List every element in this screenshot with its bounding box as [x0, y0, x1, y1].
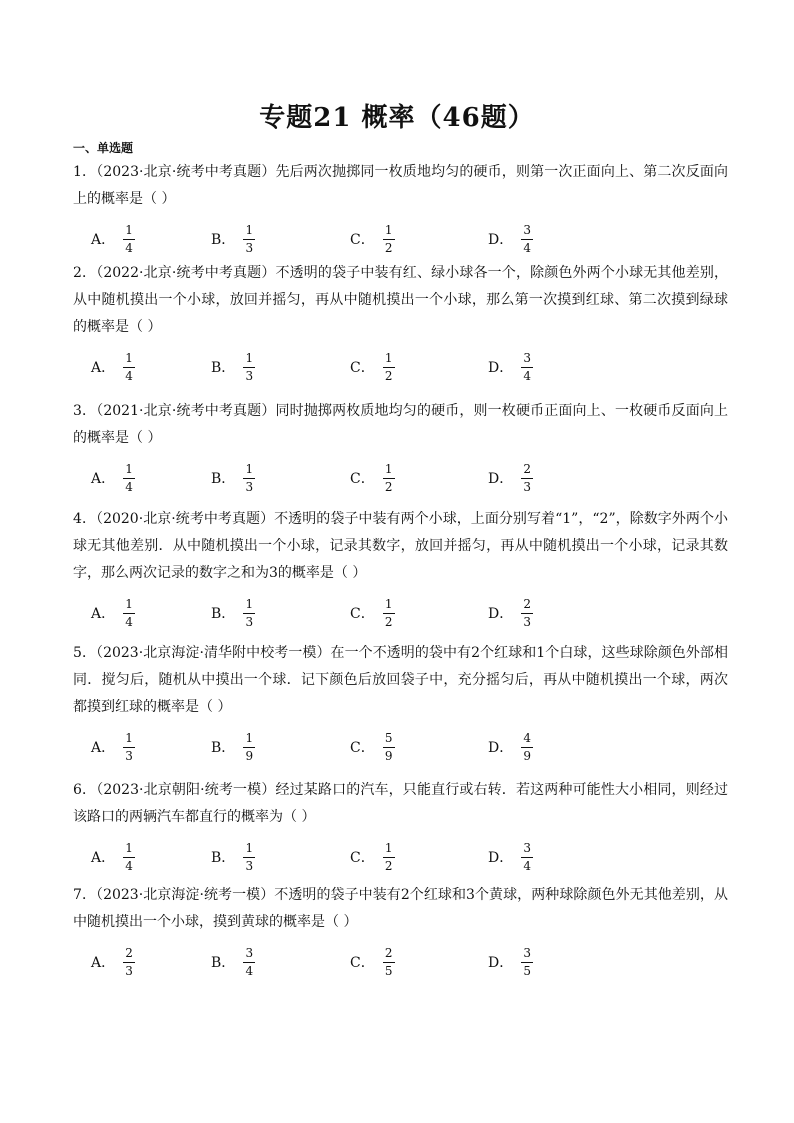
fraction-denominator: 3: [245, 240, 254, 255]
option-a[interactable]: [91, 591, 135, 635]
question-number: 4．: [73, 511, 97, 527]
fraction-bar: [123, 239, 135, 240]
fraction-denominator: 4: [125, 858, 133, 873]
fraction: [243, 731, 255, 764]
option-label: B．: [211, 740, 236, 756]
fraction-denominator: 4: [523, 240, 532, 255]
fraction-numerator: 3: [523, 350, 532, 365]
option-label: B．: [211, 606, 236, 622]
option-label: D．: [488, 232, 514, 248]
fraction: [123, 223, 135, 256]
fraction-denominator: 3: [125, 748, 133, 763]
option-c[interactable]: [350, 217, 395, 261]
fraction-numerator: 1: [125, 222, 133, 237]
option-label: B．: [211, 232, 236, 248]
question-text: 同时抛掷两枚质地均匀的硬币，则一枚硬币正面向上、一枚硬币反面向上的概率是（ ）: [73, 403, 728, 446]
fraction-bar: [243, 962, 255, 963]
fraction-numerator: 4: [523, 730, 532, 745]
fraction-bar: [123, 747, 135, 748]
fraction-denominator: 4: [245, 963, 254, 978]
fraction: [383, 841, 395, 874]
fraction-denominator: 2: [384, 479, 393, 494]
option-row: [73, 725, 728, 769]
fraction-bar: [521, 962, 533, 963]
option-b[interactable]: [211, 345, 255, 389]
fraction-bar: [383, 962, 395, 963]
option-b[interactable]: [211, 591, 255, 635]
fraction-bar: [123, 613, 135, 614]
fraction-denominator: 3: [245, 368, 254, 383]
option-label: C．: [350, 232, 375, 248]
fraction-bar: [383, 478, 395, 479]
fraction-bar: [243, 613, 255, 614]
fraction-numerator: 1: [245, 730, 254, 745]
option-c[interactable]: [350, 725, 395, 769]
option-d[interactable]: [488, 217, 533, 261]
option-d[interactable]: [488, 725, 533, 769]
fraction-denominator: 5: [384, 963, 393, 978]
question-source: （2020·北京·统考中考真题）: [96, 511, 275, 527]
question-stem: [73, 777, 728, 831]
fraction: [521, 946, 533, 979]
option-c[interactable]: [350, 835, 395, 879]
fraction: [243, 223, 255, 256]
fraction-denominator: 3: [523, 479, 532, 494]
fraction-bar: [243, 367, 255, 368]
fraction-numerator: 2: [523, 461, 532, 476]
fraction-denominator: 2: [384, 614, 393, 629]
option-label: C．: [350, 955, 375, 971]
option-row: [73, 835, 728, 879]
question-stem: [73, 882, 728, 936]
fraction-numerator: 1: [384, 461, 393, 476]
option-label: C．: [350, 606, 375, 622]
fraction-numerator: 3: [523, 840, 532, 855]
fraction: [123, 597, 135, 630]
fraction-numerator: 5: [384, 730, 393, 745]
question-number: 2．: [73, 265, 97, 281]
fraction-denominator: 4: [523, 858, 532, 873]
fraction-bar: [521, 239, 533, 240]
option-label: D．: [488, 606, 514, 622]
question-1: [73, 159, 728, 261]
fraction-bar: [521, 367, 533, 368]
option-label: D．: [488, 740, 514, 756]
option-row: [73, 591, 728, 635]
option-label: D．: [488, 471, 514, 487]
option-c[interactable]: [350, 591, 395, 635]
question-text: 在一个不透明的袋中有2个红球和1个白球，这些球除颜色外部相同．搅匀后，随机从中摸出一个球．记下颜色后放回袋子中，充分摇匀后，再从中随机摸出一个球，两次都摸到红球的概率是（ ）: [73, 645, 728, 715]
fraction: [383, 946, 395, 979]
fraction-denominator: 5: [523, 963, 532, 978]
question-number: 7．: [73, 887, 97, 903]
fraction-denominator: 4: [523, 368, 532, 383]
fraction-numerator: 3: [523, 945, 532, 960]
option-d[interactable]: [488, 591, 533, 635]
fraction-numerator: 1: [384, 840, 393, 855]
fraction-bar: [383, 367, 395, 368]
section-heading: 一、单选题: [73, 141, 134, 155]
fraction: [521, 223, 533, 256]
question-2: [73, 260, 728, 389]
fraction-denominator: 4: [125, 368, 133, 383]
fraction-denominator: 3: [245, 479, 254, 494]
question-6: [73, 777, 728, 879]
option-b[interactable]: [211, 725, 255, 769]
fraction: [123, 841, 135, 874]
option-a[interactable]: [91, 940, 135, 984]
question-source: （2023·北京朝阳·统考一模）: [96, 782, 276, 798]
option-label: C．: [350, 740, 375, 756]
fraction: [521, 462, 533, 495]
fraction: [383, 731, 395, 764]
fraction-numerator: 1: [125, 461, 133, 476]
option-row: [73, 217, 728, 261]
option-row: [73, 456, 728, 500]
fraction-numerator: 2: [125, 945, 133, 960]
fraction-bar: [243, 478, 255, 479]
question-text: 不透明的袋子中装有2个红球和3个黄球，两种球除颜色外无其他差别，从中随机摸出一个小球，摸到黄球的概率是（ ）: [73, 887, 728, 930]
fraction-bar: [521, 478, 533, 479]
fraction-numerator: 2: [384, 945, 393, 960]
fraction-denominator: 2: [384, 368, 393, 383]
option-c[interactable]: [350, 345, 395, 389]
fraction-numerator: 1: [384, 350, 393, 365]
option-label: B．: [211, 850, 236, 866]
option-label: A．: [91, 606, 116, 622]
fraction-numerator: 2: [523, 596, 532, 611]
option-label: A．: [91, 740, 116, 756]
fraction: [243, 597, 255, 630]
fraction-bar: [123, 478, 135, 479]
fraction-denominator: 2: [384, 240, 393, 255]
fraction-denominator: 4: [125, 240, 133, 255]
fraction-bar: [243, 857, 255, 858]
fraction-numerator: 1: [125, 350, 133, 365]
question-text: 不透明的袋子中装有两个小球，上面分别写着“1”，“2”，除数字外两个小球无其他差别．从中随机摸出一个小球，记录其数字，放回并摇匀，再从中随机摸出一个小球，记录其数字，那么两次记录的数字之和为3的概率是（ ）: [73, 511, 728, 581]
fraction-denominator: 2: [384, 858, 393, 873]
question-source: （2023·北京·统考中考真题）: [96, 164, 276, 180]
fraction: [243, 351, 255, 384]
fraction-numerator: 1: [125, 840, 133, 855]
fraction: [243, 946, 255, 979]
question-stem: [73, 260, 728, 341]
question-5: [73, 640, 728, 769]
option-d[interactable]: [488, 456, 533, 500]
fraction-bar: [383, 857, 395, 858]
option-b[interactable]: [211, 940, 255, 984]
option-label: D．: [488, 955, 514, 971]
fraction-numerator: 1: [245, 461, 254, 476]
fraction: [383, 597, 395, 630]
fraction: [521, 351, 533, 384]
fraction: [123, 351, 135, 384]
fraction: [521, 597, 533, 630]
fraction-bar: [521, 747, 533, 748]
fraction-numerator: 3: [523, 222, 532, 237]
fraction-numerator: 1: [384, 596, 393, 611]
question-source: （2023·北京海淀·统考一模）: [96, 887, 275, 903]
fraction-bar: [243, 747, 255, 748]
fraction-denominator: 3: [245, 858, 254, 873]
option-a[interactable]: [91, 456, 135, 500]
question-text: 经过某路口的汽车，只能直行或右转．若这两种可能性大小相同，则经过该路口的两辆汽车都直行的概率为（ ）: [73, 782, 728, 825]
option-a[interactable]: [91, 725, 135, 769]
fraction: [383, 351, 395, 384]
fraction-denominator: 3: [523, 614, 532, 629]
fraction: [243, 841, 255, 874]
fraction-bar: [521, 613, 533, 614]
question-source: （2022·北京·统考中考真题）: [96, 265, 276, 281]
question-3: [73, 398, 728, 500]
fraction-bar: [521, 857, 533, 858]
fraction-bar: [383, 613, 395, 614]
option-c[interactable]: [350, 456, 395, 500]
option-a[interactable]: [91, 345, 135, 389]
fraction: [123, 462, 135, 495]
question-number: 6．: [73, 782, 97, 798]
fraction-numerator: 3: [245, 945, 254, 960]
option-label: C．: [350, 471, 375, 487]
fraction-bar: [123, 367, 135, 368]
fraction-numerator: 1: [245, 222, 254, 237]
option-label: A．: [91, 850, 116, 866]
option-d[interactable]: [488, 345, 533, 389]
question-number: 1．: [73, 164, 97, 180]
option-label: B．: [211, 471, 236, 487]
question-stem: [73, 398, 728, 452]
fraction-bar: [383, 239, 395, 240]
option-label: A．: [91, 471, 116, 487]
question-4: [73, 506, 728, 635]
option-label: B．: [211, 955, 236, 971]
fraction-numerator: 1: [125, 730, 133, 745]
fraction-denominator: 9: [384, 748, 393, 763]
option-b[interactable]: [211, 835, 255, 879]
fraction-denominator: 9: [523, 748, 532, 763]
fraction-numerator: 1: [245, 840, 254, 855]
fraction-bar: [243, 239, 255, 240]
option-b[interactable]: [211, 456, 255, 500]
option-label: A．: [91, 360, 116, 376]
fraction-denominator: 3: [245, 614, 254, 629]
option-label: C．: [350, 360, 375, 376]
option-label: A．: [91, 232, 116, 248]
fraction-bar: [383, 747, 395, 748]
fraction: [123, 731, 135, 764]
fraction-denominator: 3: [125, 963, 133, 978]
fraction: [383, 223, 395, 256]
fraction-denominator: 4: [125, 479, 133, 494]
option-row: [73, 940, 728, 984]
question-stem: [73, 640, 728, 721]
fraction: [521, 731, 533, 764]
fraction-denominator: 9: [245, 748, 254, 763]
fraction: [521, 841, 533, 874]
option-d[interactable]: [488, 940, 533, 984]
option-label: A．: [91, 955, 116, 971]
option-label: B．: [211, 360, 236, 376]
question-number: 3．: [73, 403, 97, 419]
fraction: [383, 462, 395, 495]
page-title: 专题21 概率（46题）: [259, 103, 535, 133]
question-source: （2021·北京·统考中考真题）: [96, 403, 276, 419]
option-c[interactable]: [350, 940, 395, 984]
option-row: [73, 345, 728, 389]
question-number: 5．: [73, 645, 97, 661]
question-text: 不透明的袋子中装有红、绿小球各一个，除颜色外两个小球无其他差别，从中随机摸出一个小球，放回并摇匀，再从中随机摸出一个小球，那么第一次摸到红球、第二次摸到绿球的概率是（ ）: [73, 265, 728, 335]
question-stem: [73, 159, 728, 213]
fraction: [243, 462, 255, 495]
option-d[interactable]: [488, 835, 533, 879]
question-7: [73, 882, 728, 984]
fraction-denominator: 4: [125, 614, 133, 629]
question-stem: [73, 506, 728, 587]
fraction: [123, 946, 135, 979]
option-b[interactable]: [211, 217, 255, 261]
fraction-numerator: 1: [125, 596, 133, 611]
question-source: （2023·北京海淀·清华附中校考一模）: [96, 645, 331, 661]
question-text: 先后两次抛掷同一枚质地均匀的硬币，则第一次正面向上、第二次反面向上的概率是（ ）: [73, 164, 728, 207]
option-a[interactable]: [91, 835, 135, 879]
fraction-numerator: 1: [245, 350, 254, 365]
fraction-bar: [123, 857, 135, 858]
option-label: C．: [350, 850, 375, 866]
option-label: D．: [488, 850, 514, 866]
option-label: D．: [488, 360, 514, 376]
fraction-numerator: 1: [384, 222, 393, 237]
option-a[interactable]: [91, 217, 135, 261]
fraction-numerator: 1: [245, 596, 254, 611]
fraction-bar: [123, 962, 135, 963]
